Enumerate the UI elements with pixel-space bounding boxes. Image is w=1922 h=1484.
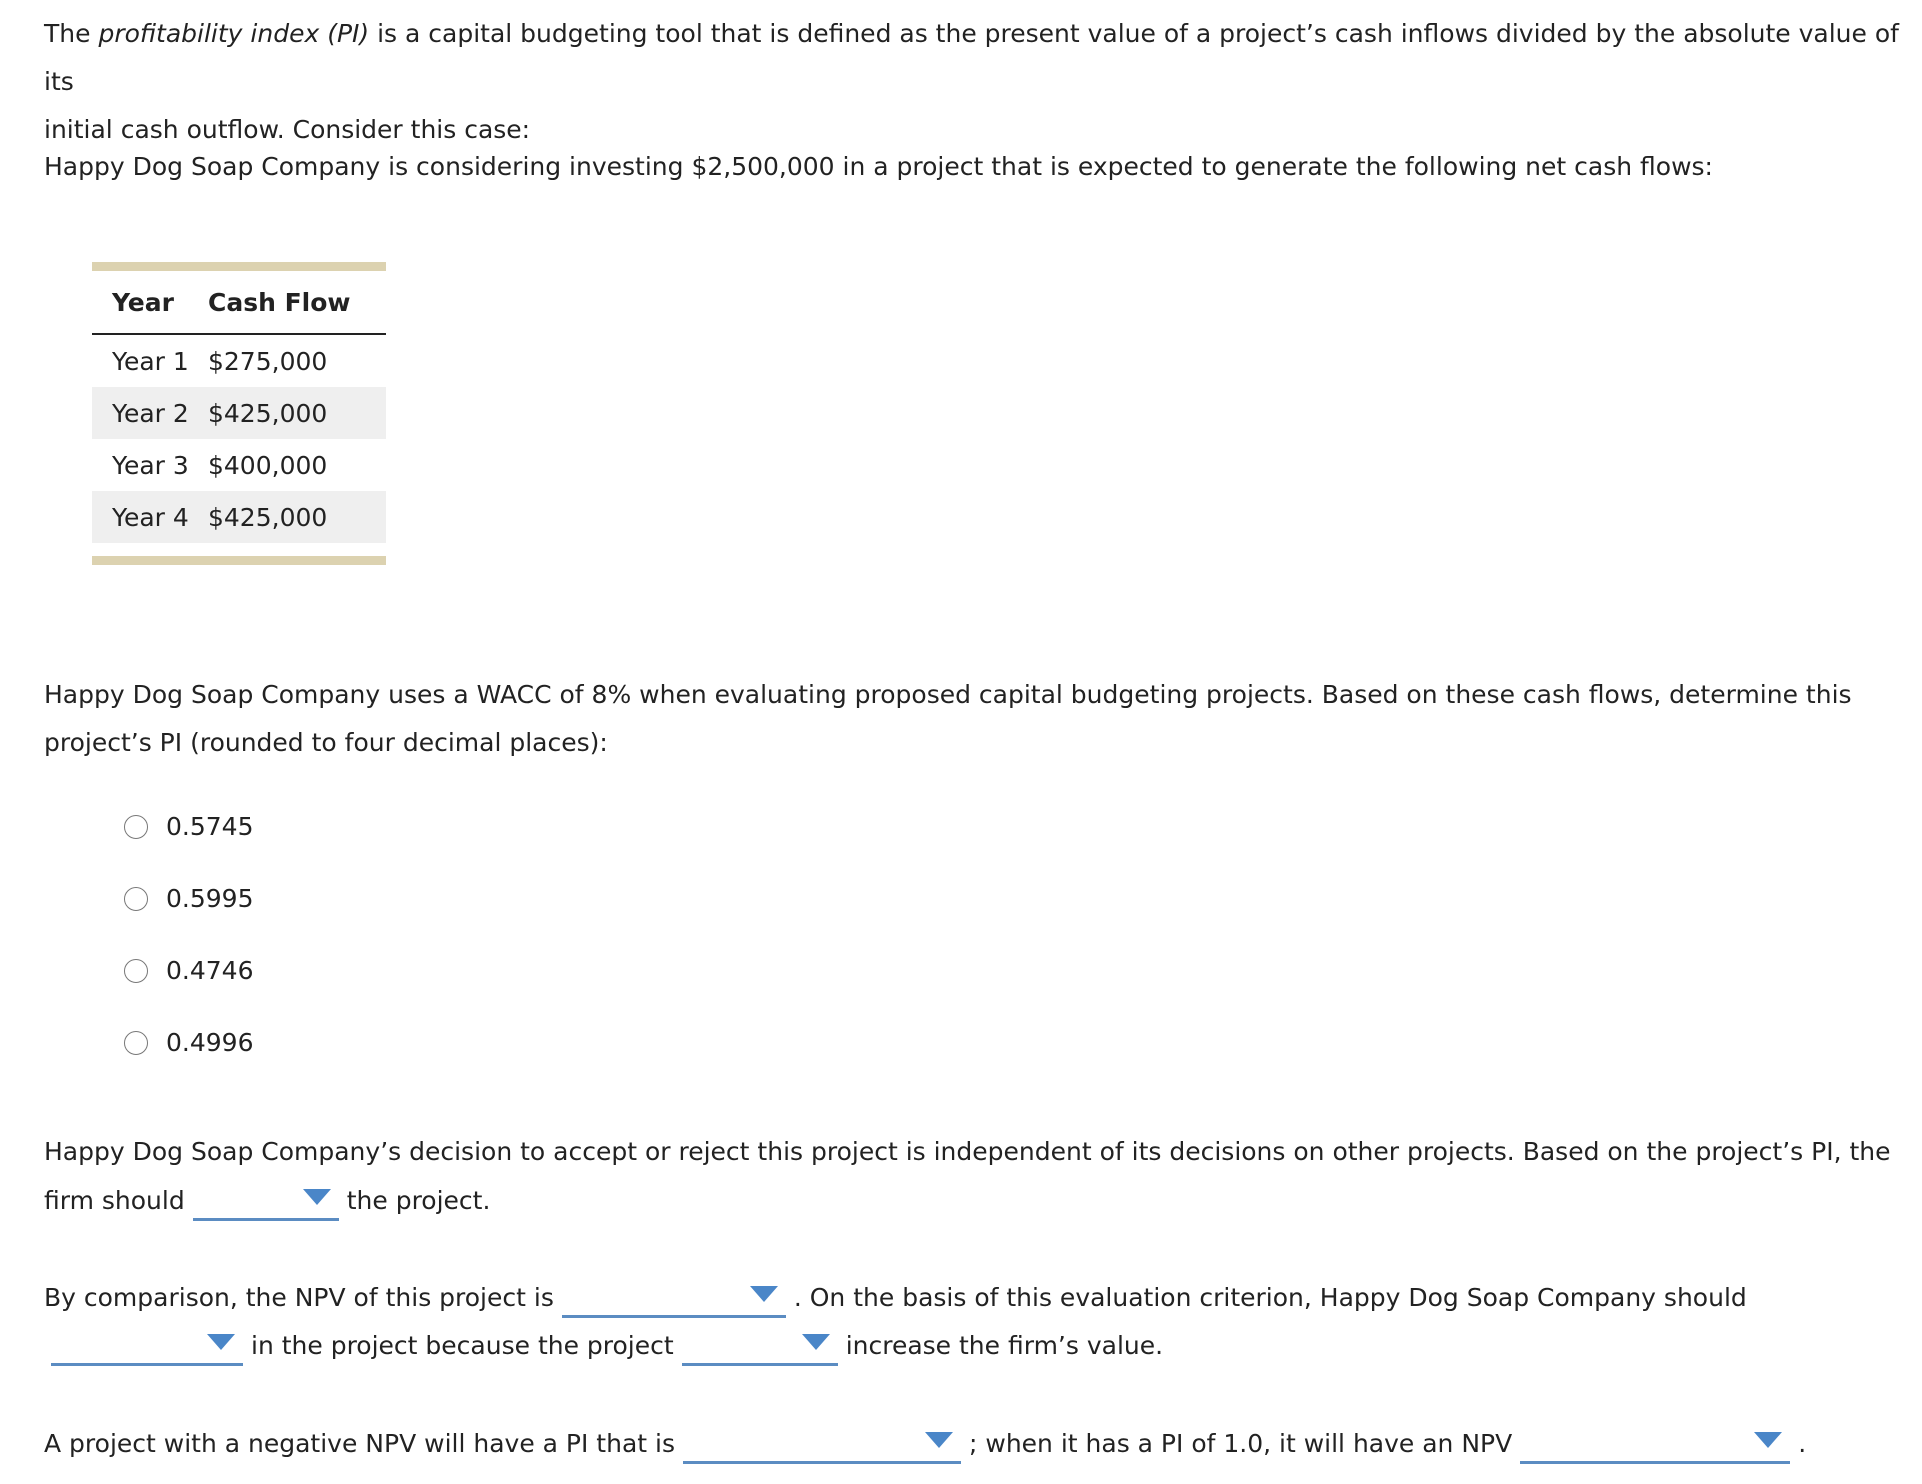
option-3[interactable] xyxy=(124,956,253,985)
option-label: 0.5995 xyxy=(166,884,254,913)
radio-button[interactable] xyxy=(124,959,148,983)
intro-text-after: is a capital budgeting tool that is defined as the present value of a project’s cash inflows divided by the absolute value of its xyxy=(44,19,1899,96)
wacc-question xyxy=(44,671,1852,767)
chevron-down-icon xyxy=(802,1334,830,1350)
option-label: 0.4746 xyxy=(166,956,254,985)
table-top-rule xyxy=(92,262,386,271)
negative-npv-line xyxy=(44,1419,1806,1467)
row-cash-flow: $425,000 xyxy=(208,398,328,428)
table-row xyxy=(92,387,386,439)
negative-text-1: A project with a negative NPV will have a PI that is xyxy=(44,1428,675,1458)
npv-line1 xyxy=(44,1273,1747,1321)
cash-flow-table xyxy=(92,262,386,565)
table-row xyxy=(92,491,386,543)
intro-term: profitability index (PI) xyxy=(98,19,370,48)
npv-text-1: By comparison, the NPV of this project is xyxy=(44,1282,554,1312)
chevron-down-icon xyxy=(750,1286,778,1302)
table-bottom-rule xyxy=(92,556,386,565)
intro-line2: initial cash outflow. Consider this case: xyxy=(44,115,531,144)
row-year: Year 1 xyxy=(112,346,189,376)
row-year: Year 2 xyxy=(112,398,189,428)
invest-dropdown[interactable] xyxy=(51,1325,243,1366)
npv-line2 xyxy=(44,1321,1163,1369)
row-cash-flow: $400,000 xyxy=(208,450,328,480)
npv-sign-dropdown[interactable] xyxy=(562,1277,786,1318)
decision-line1: Happy Dog Soap Company’s decision to accept or reject this project is independent of its decisions on other projects. Based on the project’s PI, the xyxy=(44,1137,1891,1166)
decision-before: firm should xyxy=(44,1185,185,1215)
npv-value-dropdown[interactable] xyxy=(1520,1423,1790,1464)
table-row xyxy=(92,439,386,491)
chevron-down-icon xyxy=(1754,1432,1782,1448)
option-label: 0.5745 xyxy=(166,812,254,841)
pi-range-dropdown[interactable] xyxy=(683,1423,961,1464)
row-year: Year 3 xyxy=(112,450,189,480)
chevron-down-icon xyxy=(207,1334,235,1350)
radio-button[interactable] xyxy=(124,1031,148,1055)
chevron-down-icon xyxy=(925,1432,953,1448)
wacc-question-line2: project’s PI (rounded to four decimal places): xyxy=(44,728,608,757)
decision-after: the project. xyxy=(346,1185,491,1215)
header-year: Year xyxy=(112,287,174,317)
option-4[interactable] xyxy=(124,1028,253,1057)
wacc-question-line1: Happy Dog Soap Company uses a WACC of 8% when evaluating proposed capital budgeting projects. Based on these cash flows, determine this xyxy=(44,680,1852,709)
radio-button[interactable] xyxy=(124,887,148,911)
will-increase-dropdown[interactable] xyxy=(682,1325,838,1366)
chevron-down-icon xyxy=(303,1189,331,1205)
row-year: Year 4 xyxy=(112,502,189,532)
accept-reject-dropdown[interactable] xyxy=(193,1180,339,1221)
intro-text-before: The xyxy=(44,19,99,48)
option-1[interactable] xyxy=(124,812,253,841)
row-cash-flow: $425,000 xyxy=(208,502,328,532)
intro-paragraph xyxy=(44,10,1922,154)
option-2[interactable] xyxy=(124,884,253,913)
negative-text-3: . xyxy=(1798,1428,1807,1458)
npv-text-2: . On the basis of this evaluation criterion, Happy Dog Soap Company should xyxy=(793,1282,1747,1312)
row-cash-flow: $275,000 xyxy=(208,346,328,376)
npv-text-4: increase the firm’s value. xyxy=(845,1330,1164,1360)
decision-line2 xyxy=(44,1176,490,1224)
npv-text-3: in the project because the project xyxy=(251,1330,674,1360)
table-header-row xyxy=(92,271,386,335)
option-label: 0.4996 xyxy=(166,1028,254,1057)
header-cash-flow: Cash Flow xyxy=(208,287,351,317)
table-row xyxy=(92,335,386,387)
radio-button[interactable] xyxy=(124,815,148,839)
case-statement: Happy Dog Soap Company is considering investing $2,500,000 in a project that is expected to generate the following net cash flows: xyxy=(44,152,1713,181)
negative-text-2: ; when it has a PI of 1.0, it will have an NPV xyxy=(969,1428,1513,1458)
